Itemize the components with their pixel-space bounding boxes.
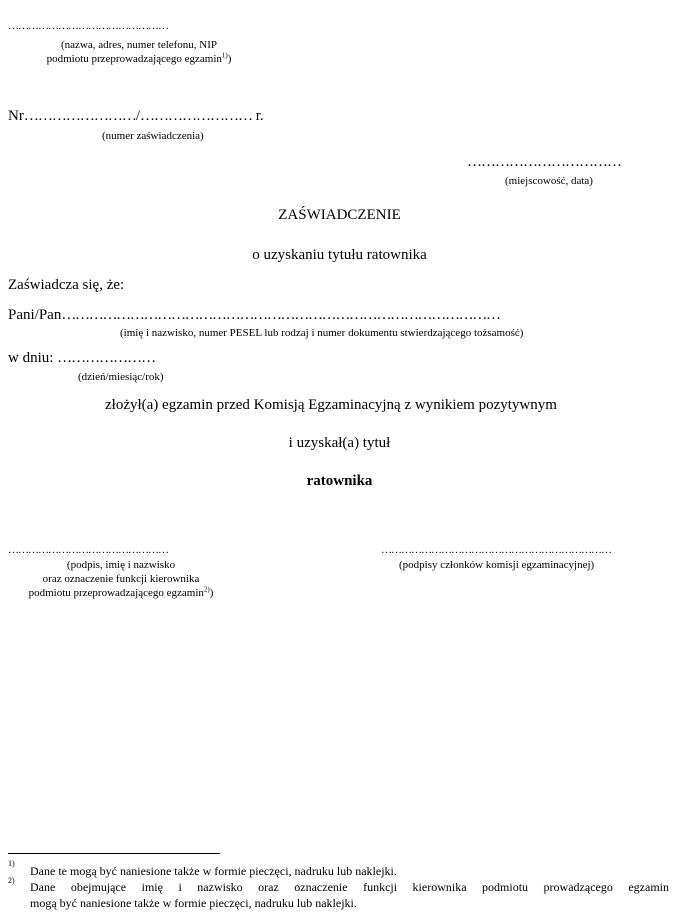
number-dots-2: ……………………: [140, 108, 252, 124]
number-suffix: r.: [252, 108, 264, 124]
signature-left-caption-line3: [8, 587, 234, 599]
person-dots: ……………………………………………………………………………………: [61, 307, 500, 323]
footnote-2-text-line1: Dane obejmujące imię i nazwisko oraz oznaczenie funkcji kierownika podmiotu prowadzącego egzamin: [30, 880, 669, 894]
certificate-number-caption: (numer zaświadczenia): [102, 130, 204, 142]
signature-left-dots: …………………………………………: [8, 544, 168, 556]
footnote-1-mark: 1): [8, 859, 15, 868]
person-line: [8, 307, 500, 324]
issuer-caption-close: ): [227, 53, 232, 65]
signature-left-caption-close: ): [209, 587, 214, 599]
signature-left-caption-line1: (podpis, imię i nazwisko: [66, 559, 176, 571]
signature-footnote-ref: 2): [203, 585, 210, 594]
number-prefix: Nr: [8, 108, 24, 124]
signature-left-caption-text: podmiotu przeprowadzającego egzamin: [28, 587, 204, 599]
issuer-caption-line2: [8, 53, 270, 65]
statement-text: złożył(a) egzamin przed Komisją Egzaminacyjną z wynikiem pozytywnym: [105, 397, 557, 413]
place-date-caption: (miejscowość, data): [505, 175, 593, 187]
signature-right-caption: (podpisy członków komisji egzaminacyjnej): [399, 559, 595, 571]
role-title: ratownika: [306, 473, 373, 489]
footnote-2-text-line2: mogą być naniesione także w formie pieczęci, nadruku lub naklejki.: [30, 896, 357, 910]
issuer-dots: …………………………………………: [8, 20, 168, 32]
place-date-dots: ……………………………: [467, 154, 621, 170]
date-caption: (dzień/miesiąc/rok): [78, 371, 164, 383]
signature-right-dots: ……………………………………………………………: [381, 544, 611, 556]
signature-left-caption-line2: oraz oznaczenie funkcji kierownika: [42, 573, 200, 585]
date-dots: …………………: [57, 350, 156, 366]
document-title: ZAŚWIADCZENIE: [278, 207, 401, 223]
date-line: [8, 350, 155, 367]
issuer-caption-line1: (nazwa, adres, numer telefonu, NIP: [60, 39, 218, 51]
issuer-footnote-ref: 1): [221, 51, 228, 60]
number-slash: /: [135, 108, 140, 124]
date-prefix: w dniu:: [8, 350, 58, 366]
issuer-caption-text: podmiotu przeprowadzającego egzamin: [46, 53, 222, 65]
person-prefix: Pani/Pan: [8, 307, 62, 323]
number-dots-1: ……………………: [23, 108, 136, 124]
footnote-separator: [8, 853, 220, 854]
footnote-2-mark: 2): [8, 876, 15, 885]
obtained-text: i uzyskał(a) tytuł: [288, 435, 391, 451]
attests-text: Zaświadcza się, że:: [8, 277, 125, 293]
footnote-1-text: Dane te mogą być naniesione także w formie pieczęci, nadruku lub naklejki.: [30, 864, 397, 878]
document-subtitle: o uzyskaniu tytułu ratownika: [252, 247, 427, 263]
certificate-number-line: [8, 108, 264, 125]
person-caption: (imię i nazwisko, numer PESEL lub rodzaj i numer dokumentu stwierdzającego tożsamość): [120, 327, 524, 339]
